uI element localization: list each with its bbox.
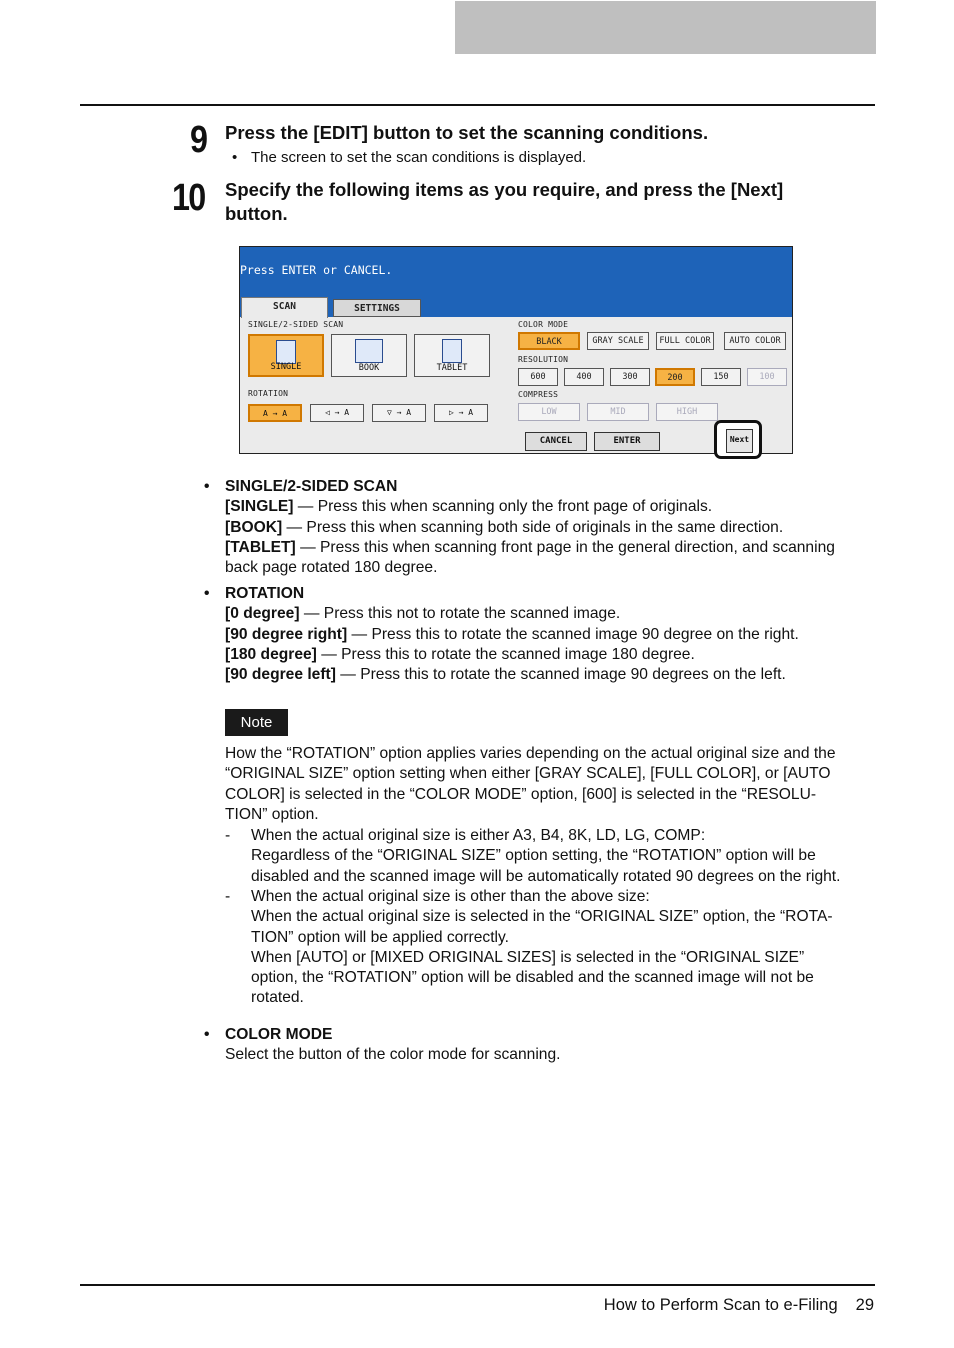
- case-2-line: When the actual original size is other than the above size:: [251, 888, 650, 905]
- note-body: [225, 744, 880, 825]
- book-button-label: BOOK: [358, 363, 380, 373]
- compress-label: COMPRESS: [518, 390, 559, 399]
- tab-scan[interactable]: SCAN: [241, 297, 328, 318]
- section-color: [225, 1025, 880, 1066]
- single-item: [SINGLE] — Press this when scanning only the front page of originals.: [225, 498, 713, 516]
- bullet: •: [232, 149, 238, 166]
- enter-button[interactable]: ENTER: [594, 432, 660, 451]
- next-button-highlight: [714, 420, 762, 459]
- page-number: 29: [855, 1296, 874, 1314]
- bullet-single: •: [204, 478, 210, 495]
- rotation-90-left-button[interactable]: ▷ → A: [434, 404, 488, 422]
- section-rotation-heading: ROTATION: [225, 585, 305, 602]
- step-10-title-line1: Specify the following items as you require, and press the [Next]: [225, 179, 784, 200]
- tablet-button-label: TABLET: [436, 363, 468, 373]
- note-line: “ORIGINAL SIZE” option setting when either [GRAY SCALE], [FULL COLOR], or [AUTO: [225, 765, 831, 783]
- rotation-item: [90 degree left] — Press this to rotate the scanned image 90 degrees on the left.: [225, 666, 786, 684]
- note-line: COLOR] is selected in the “COLOR MODE” option, [600] is selected in the “RESOLU-: [225, 785, 817, 803]
- single-page-icon: [276, 340, 296, 364]
- step-9-title: Press the [EDIT] button to set the scanning conditions.: [225, 122, 709, 143]
- case-2-line: rotated.: [251, 989, 304, 1007]
- note-label: Note: [225, 709, 288, 736]
- header-bar: [455, 1, 876, 54]
- single-2-sided-label: SINGLE/2-SIDED SCAN: [248, 320, 344, 329]
- resolution-600-button[interactable]: 600: [518, 368, 558, 386]
- next-button[interactable]: Next: [726, 429, 753, 453]
- case-1-line: When the actual original size is either A3, B4, 8K, LD, LG, COMP:: [251, 827, 706, 844]
- step-10-title-line2: button.: [225, 203, 288, 224]
- step-9-sub-text: The screen to set the scan conditions is displayed.: [251, 149, 587, 166]
- rotation-item: [90 degree right] — Press this to rotate the scanned image 90 degree on the right.: [225, 625, 799, 643]
- auto-color-button[interactable]: AUTO COLOR: [724, 332, 786, 350]
- cancel-button[interactable]: CANCEL: [525, 432, 587, 451]
- color-mode-label: COLOR MODE: [518, 320, 569, 329]
- resolution-200-button[interactable]: 200: [655, 368, 695, 386]
- compress-low-button: LOW: [518, 403, 580, 421]
- case-2-line: option, the “ROTATION” option will be disabled and the scanned image will not be: [251, 969, 814, 987]
- note-case-2: [225, 887, 880, 1009]
- compress-mid-button: MID: [587, 403, 649, 421]
- compress-high-button: HIGH: [656, 403, 718, 421]
- step-number-9: 9: [190, 119, 207, 161]
- resolution-400-button[interactable]: 400: [564, 368, 604, 386]
- case-2-line: When the actual original size is selected in the “ORIGINAL SIZE” option, the “ROTA-: [251, 908, 833, 926]
- resolution-300-button[interactable]: 300: [610, 368, 650, 386]
- section-color-heading: COLOR MODE: [225, 1026, 333, 1043]
- step-number-10: 10: [172, 177, 205, 219]
- tablet-icon: [442, 339, 462, 363]
- step-9-sub: [232, 148, 586, 168]
- single-button-label: SINGLE: [270, 362, 302, 372]
- resolution-label: RESOLUTION: [518, 355, 569, 364]
- section-rotation: [225, 584, 880, 685]
- rotation-label: ROTATION: [248, 389, 289, 398]
- dash: -: [225, 827, 231, 844]
- book-icon: [355, 339, 383, 363]
- top-rule: [80, 104, 875, 106]
- tablet-item-cont: back page rotated 180 degree.: [225, 559, 438, 577]
- black-button[interactable]: BLACK: [518, 332, 580, 350]
- gray-scale-button[interactable]: GRAY SCALE: [587, 332, 649, 350]
- rotation-0-button[interactable]: A → A: [248, 404, 302, 422]
- bottom-rule: [80, 1284, 875, 1286]
- single-button[interactable]: [248, 334, 324, 377]
- case-1-line: disabled and the scanned image will be automatically rotated 90 degrees on the right.: [251, 867, 841, 885]
- tab-settings[interactable]: SETTINGS: [333, 299, 421, 317]
- bullet-color: •: [204, 1026, 210, 1043]
- case-1-line: Regardless of the “ORIGINAL SIZE” option setting, the “ROTATION” option will be: [251, 847, 816, 865]
- tablet-item: [TABLET] — Press this when scanning front page in the general direction, and scanning: [225, 538, 835, 556]
- footer: [604, 1296, 874, 1315]
- dash: -: [225, 888, 231, 905]
- full-color-button[interactable]: FULL COLOR: [656, 332, 714, 350]
- bullet-rotation: •: [204, 585, 210, 602]
- section-color-text: Select the button of the color mode for scanning.: [225, 1046, 561, 1064]
- resolution-150-button[interactable]: 150: [701, 368, 741, 386]
- scan-settings-screen: [239, 246, 793, 454]
- rotation-item: [0 degree] — Press this not to rotate the scanned image.: [225, 605, 621, 623]
- note-line: How the “ROTATION” option applies varies depending on the actual original size and the: [225, 745, 836, 762]
- step-10-title: [225, 178, 865, 226]
- note-case-1: [225, 826, 880, 888]
- case-2-line: TION” option will be applied correctly.: [251, 928, 509, 946]
- book-item: [BOOK] — Press this when scanning both side of originals in the same direction.: [225, 518, 784, 536]
- note-line: TION” option.: [225, 805, 319, 823]
- footer-title: How to Perform Scan to e-Filing: [603, 1296, 838, 1314]
- section-single: [225, 477, 880, 578]
- rotation-180-button[interactable]: ▽ → A: [372, 404, 426, 422]
- tablet-button[interactable]: [414, 334, 490, 377]
- section-single-heading: SINGLE/2-SIDED SCAN: [225, 478, 398, 495]
- screen-message: Press ENTER or CANCEL.: [240, 263, 393, 277]
- resolution-100-button: 100: [747, 368, 787, 386]
- rotation-item: [180 degree] — Press this to rotate the scanned image 180 degree.: [225, 645, 695, 663]
- case-2-line: When [AUTO] or [MIXED ORIGINAL SIZES] is selected in the “ORIGINAL SIZE”: [251, 948, 805, 966]
- rotation-90-right-button[interactable]: ◁ → A: [310, 404, 364, 422]
- book-button[interactable]: [331, 334, 407, 377]
